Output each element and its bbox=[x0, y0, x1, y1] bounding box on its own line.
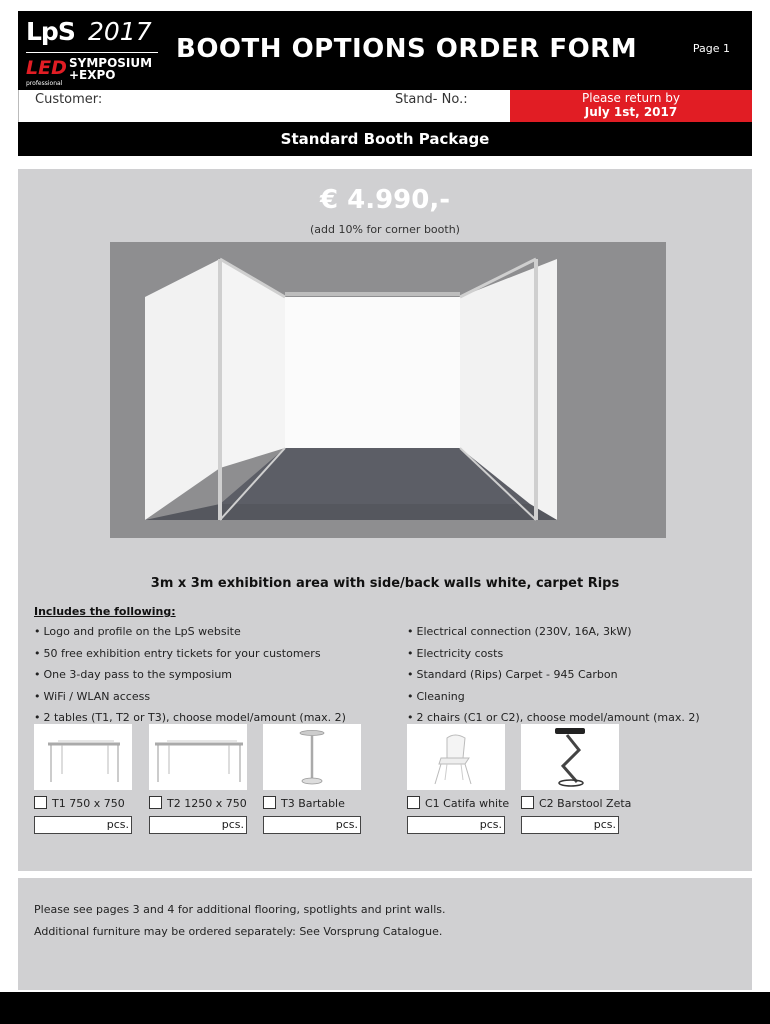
furniture-label: C1 Catifa white bbox=[425, 797, 510, 810]
table-t1-image bbox=[34, 724, 132, 790]
bullet-glyph: • bbox=[407, 625, 414, 638]
furniture-option-t1 bbox=[34, 724, 132, 831]
t3-quantity-field[interactable] bbox=[263, 816, 361, 834]
table-square-icon bbox=[34, 724, 132, 790]
chair-c1-image bbox=[407, 724, 505, 790]
zeta-barstool-icon bbox=[521, 724, 619, 790]
bullet-glyph: • bbox=[34, 689, 41, 703]
furniture-option-c1 bbox=[407, 724, 510, 831]
additional-info-box bbox=[18, 878, 752, 990]
furniture-label: T3 Bartable bbox=[281, 797, 345, 810]
info-line-1: Please see pages 3 and 4 for additional flooring, spotlights and print walls. bbox=[34, 903, 446, 916]
t2-quantity-field[interactable] bbox=[149, 816, 247, 834]
checkbox[interactable] bbox=[149, 796, 162, 809]
list-item bbox=[34, 647, 346, 669]
list-item bbox=[34, 625, 346, 647]
bullet-glyph: • bbox=[34, 668, 41, 681]
package-panel bbox=[18, 169, 752, 871]
list-item bbox=[407, 690, 700, 712]
list-item-text: Electricity costs bbox=[416, 646, 504, 660]
quantity-unit: pcs. bbox=[479, 818, 502, 831]
furniture-label: T1 750 x 750 bbox=[52, 797, 125, 810]
booth-photo bbox=[110, 242, 666, 538]
bullet-glyph: • bbox=[34, 711, 41, 724]
customer-field-label[interactable]: Customer: bbox=[35, 92, 103, 107]
footer-bar bbox=[0, 992, 770, 1024]
furniture-option-c2 bbox=[521, 724, 632, 831]
logo-professional-text: professional bbox=[26, 80, 63, 87]
list-item bbox=[407, 668, 700, 690]
logo-led-text: LED bbox=[26, 57, 67, 79]
customer-bar bbox=[18, 90, 752, 122]
list-item-text: One 3-day pass to the symposium bbox=[43, 668, 233, 681]
order-form-page bbox=[18, 11, 752, 990]
quantity-unit: pcs. bbox=[106, 818, 129, 831]
table-rect-icon bbox=[149, 724, 247, 790]
list-item-text: 2 chairs (C1 or C2), choose model/amount (max. 2) bbox=[416, 711, 700, 724]
return-deadline-date: July 1st, 2017 bbox=[584, 105, 678, 119]
bullet-glyph: • bbox=[34, 646, 41, 660]
list-item bbox=[34, 668, 346, 690]
list-item-text: Logo and profile on the LpS website bbox=[43, 625, 241, 638]
booth-caption: 3m x 3m exhibition area with side/back walls white, carpet Rips bbox=[150, 576, 620, 591]
furniture-option-t2 bbox=[149, 724, 247, 831]
includes-list-left bbox=[34, 625, 346, 733]
checkbox[interactable] bbox=[521, 796, 534, 809]
c1-quantity-field[interactable] bbox=[407, 816, 505, 834]
list-item bbox=[34, 690, 346, 712]
list-item-text: Cleaning bbox=[416, 689, 465, 703]
list-item-text: Standard (Rips) Carpet - 945 Carbon bbox=[416, 668, 618, 681]
furniture-label: T2 1250 x 750 bbox=[167, 797, 247, 810]
table-t2-image bbox=[149, 724, 247, 790]
form-header bbox=[18, 11, 752, 90]
checkbox[interactable] bbox=[263, 796, 276, 809]
bullet-glyph: • bbox=[407, 689, 414, 703]
lps-logo bbox=[26, 17, 176, 87]
furniture-option-t3 bbox=[263, 724, 361, 831]
section-title: Standard Booth Package bbox=[18, 122, 752, 156]
t1-checkbox-option[interactable] bbox=[34, 796, 125, 810]
includes-heading: Includes the following: bbox=[34, 605, 176, 618]
logo-expo-text: +EXPO bbox=[69, 68, 116, 82]
c1-checkbox-option[interactable] bbox=[407, 796, 509, 810]
list-item-text: Electrical connection (230V, 16A, 3kW) bbox=[416, 625, 632, 638]
furniture-label: C2 Barstool Zeta bbox=[539, 797, 632, 810]
logo-year-text: 2017 bbox=[88, 17, 152, 46]
bullet-glyph: • bbox=[407, 646, 414, 660]
bullet-glyph: • bbox=[34, 625, 41, 638]
booth-illustration bbox=[110, 242, 666, 538]
table-t3-image bbox=[263, 724, 361, 790]
checkbox[interactable] bbox=[34, 796, 47, 809]
page-number: Page 1 bbox=[692, 42, 730, 55]
package-price: € 4.990,- bbox=[319, 185, 451, 215]
form-title: BOOTH OPTIONS ORDER FORM bbox=[176, 34, 638, 64]
corner-booth-note: (add 10% for corner booth) bbox=[310, 223, 460, 236]
c2-quantity-field[interactable] bbox=[521, 816, 619, 834]
stand-number-field-label[interactable]: Stand- No.: bbox=[395, 92, 468, 107]
info-line-2: Additional furniture may be ordered separately: See Vorsprung Catalogue. bbox=[34, 925, 443, 938]
list-item-text: 2 tables (T1, T2 or T3), choose model/amount (max. 2) bbox=[43, 711, 346, 724]
logo-lps-text: LpS bbox=[26, 17, 75, 46]
t2-checkbox-option[interactable] bbox=[149, 796, 247, 810]
list-item bbox=[407, 625, 700, 647]
quantity-unit: pcs. bbox=[593, 818, 616, 831]
includes-list-right bbox=[407, 625, 700, 733]
quantity-unit: pcs. bbox=[221, 818, 244, 831]
list-item-text: WiFi / WLAN access bbox=[43, 689, 151, 703]
chair-c2-image bbox=[521, 724, 619, 790]
list-item bbox=[407, 647, 700, 669]
logo-symposium-text: SYMPOSIUM bbox=[69, 56, 153, 70]
checkbox[interactable] bbox=[407, 796, 420, 809]
bullet-glyph: • bbox=[407, 668, 414, 681]
t1-quantity-field[interactable] bbox=[34, 816, 132, 834]
quantity-unit: pcs. bbox=[335, 818, 358, 831]
catifa-chair-icon bbox=[407, 724, 505, 790]
logo-divider bbox=[26, 52, 158, 53]
c2-checkbox-option[interactable] bbox=[521, 796, 631, 810]
bullet-glyph: • bbox=[407, 711, 414, 724]
t3-checkbox-option[interactable] bbox=[263, 796, 345, 810]
bar-table-icon bbox=[263, 724, 361, 790]
return-deadline-line1: Please return by bbox=[582, 91, 680, 105]
list-item-text: 50 free exhibition entry tickets for your customers bbox=[43, 646, 321, 660]
return-deadline-badge bbox=[510, 90, 752, 122]
